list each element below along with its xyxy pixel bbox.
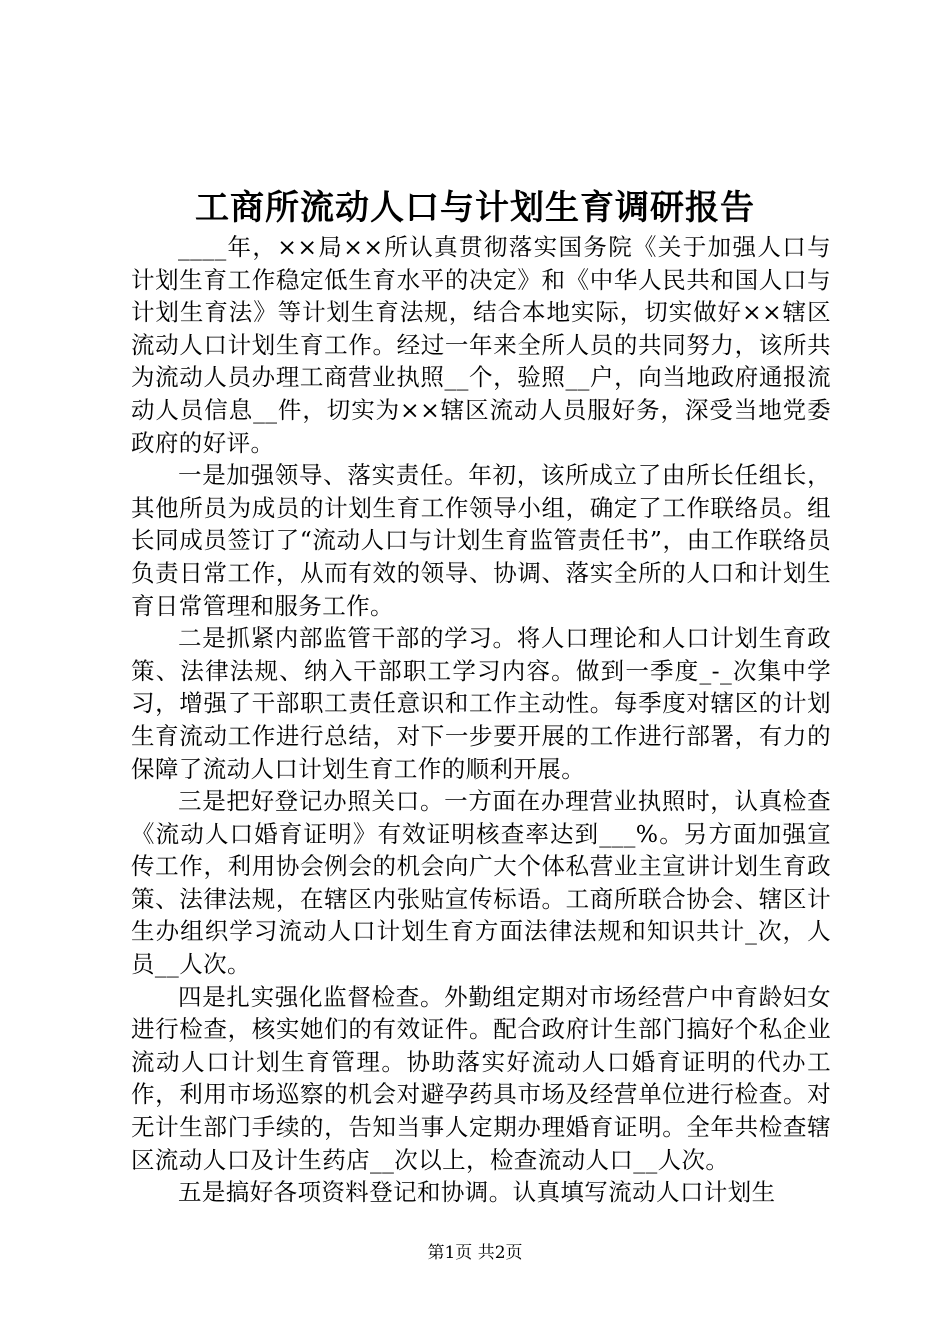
paragraph-leadership: 一是加强领导、落实责任。年初，该所成立了由所长任组长，其他所员为成员的计划生育工作领导小组，确定了工作联络员。组长同成员签订了“流动人口与计划生育监管责任书”，由工作联络员负责日常工作，从而有效的领导、协调、落实全所的人口和计划生育日常管理和服务工作。 <box>131 461 831 620</box>
page-footer: 第1页 共2页 <box>427 1243 523 1263</box>
paragraph-records: 五是搞好各项资料登记和协调。认真填写流动人口计划生 <box>178 1178 776 1207</box>
paragraph-study: 二是抓紧内部监管干部的学习。将人口理论和人口计划生育政策、法律法规、纳入干部职工学习内容。做到一季度_-_次集中学习，增强了干部职工责任意识和工作主动性。每季度对辖区的计划生育流动工作进行总结，对下一步要开展的工作进行部署，有力的保障了流动人口计划生育工作的顺利开展。 <box>131 624 831 783</box>
paragraph-registration: 三是把好登记办照关口。一方面在办理营业执照时，认真检查《流动人口婚育证明》有效证明核查率达到___%。另方面加强宣传工作，利用协会例会的机会向广大个体私营业主宣讲计划生育政策、法律法规，在辖区内张贴宣传标语。工商所联合协会、辖区计生办组织学习流动人口计划生育方面法律法规和知识共计_次，人员__人次。 <box>131 787 831 979</box>
paragraph-intro: ____年，××局××所认真贯彻落实国务院《关于加强人口与计划生育工作稳定低生育水平的决定》和《中华人民共和国人口与计划生育法》等计划生育法规，结合本地实际，切实做好××辖区流动人口计划生育工作。经过一年来全所人员的共同努力，该所共为流动人员办理工商营业执照__个，验照__户，向当地政府通报流动人员信息__件，切实为××辖区流动人员服好务，深受当地党委政府的好评。 <box>131 233 831 457</box>
paragraph-inspection: 四是扎实强化监督检查。外勤组定期对市场经营户中育龄妇女进行检查，核实她们的有效证件。配合政府计生部门搞好个私企业流动人口计划生育管理。协助落实好流动人口婚育证明的代办工作，利用市场巡察的机会对避孕药具市场及经营单位进行检查。对无计生部门手续的，告知当事人定期办理婚育证明。全年共检查辖区流动人口及计生药店__次以上，检查流动人口__人次。 <box>131 982 831 1174</box>
document-title: 工商所流动人口与计划生育调研报告 <box>195 188 755 228</box>
document-body <box>131 231 831 1209</box>
